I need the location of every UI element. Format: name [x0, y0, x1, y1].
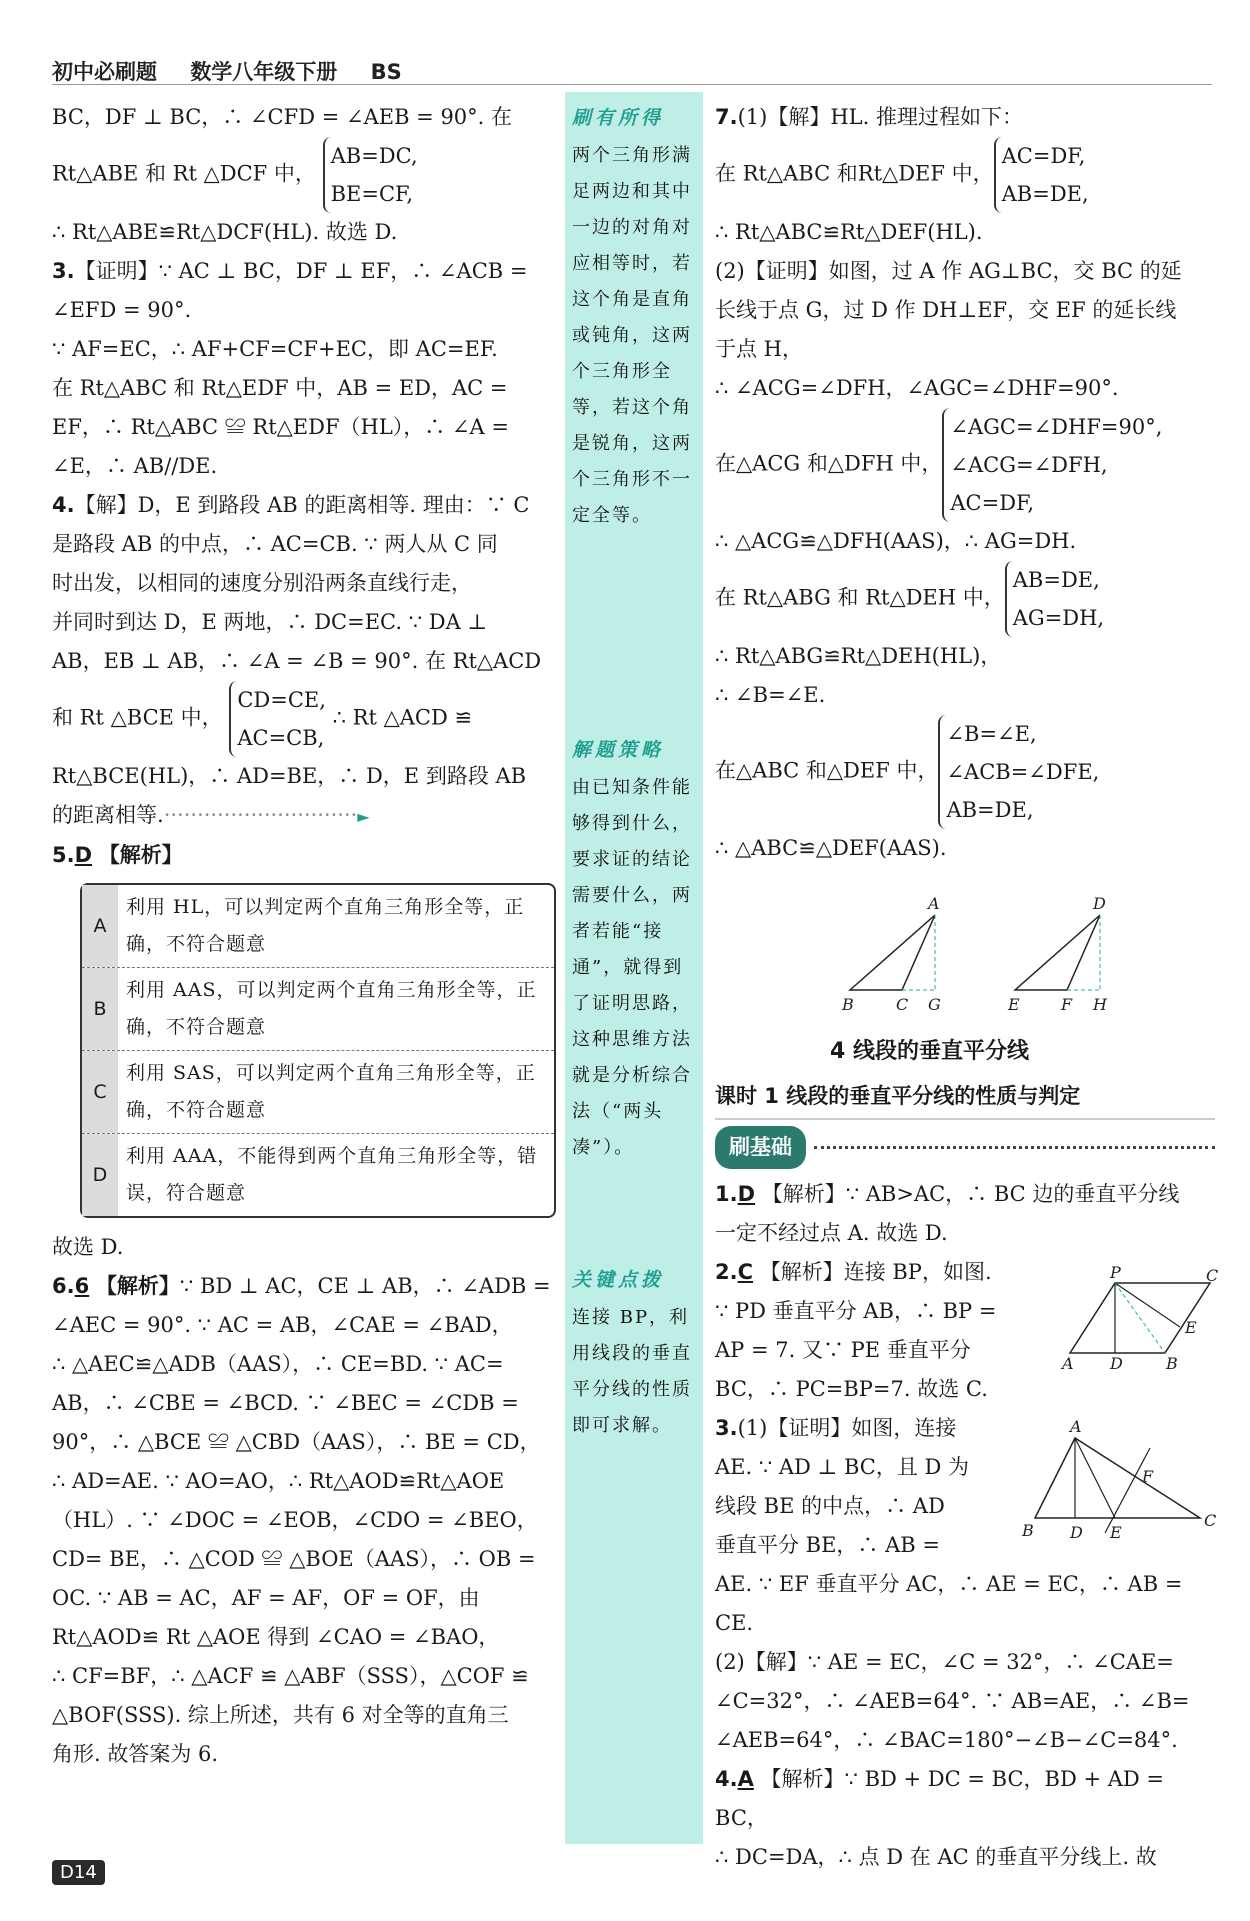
- page-number: D14: [52, 1860, 105, 1885]
- text-line: BC，DF ⊥ BC，∴ ∠CFD = ∠AEB = 90°. 在: [52, 105, 513, 129]
- label-D: D: [1110, 1354, 1123, 1373]
- text-line: 在△ABC 和△DEF 中，∠B=∠E, ∠ACB=∠DFE, AB=DE,: [715, 715, 1215, 829]
- text-line: （HL）. ∵ ∠DOC = ∠EOB，∠CDO = ∠BEO，: [52, 1508, 538, 1532]
- label-D: D: [1070, 1523, 1083, 1542]
- option-row: D 利用 AAA，不能得到两个直角三角形全等，错误，符合题意: [82, 1134, 554, 1216]
- label-A: A: [1062, 1354, 1074, 1373]
- text-line: 故选 D.: [52, 1235, 124, 1259]
- text-line: ∠AEB=64°，∴ ∠BAC=180°−∠B−∠C=84°.: [715, 1728, 1178, 1752]
- text-line: OC. ∵ AB = AC，AF = AF，OF = OF，由: [52, 1586, 480, 1610]
- text-line: CE.: [715, 1611, 754, 1635]
- label-C: C: [896, 995, 909, 1014]
- question-3: 3.【证明】∵ AC ⊥ BC，DF ⊥ EF，∴ ∠ACB =: [52, 259, 528, 283]
- system-brace: AC=DF, AB=DE,: [994, 137, 1089, 213]
- option-row: C 利用 SAS，可以判定两个直角三角形全等，正确，不符合题意: [82, 1051, 554, 1134]
- question-5: 5.D 【解析】: [52, 843, 183, 867]
- parallelogram-figure: [1060, 1265, 1220, 1375]
- text-line: ∴ ∠B=∠E.: [715, 683, 826, 707]
- options-table: [80, 883, 556, 1218]
- text-line: 时出发，以相同的速度分别沿两条直线行走，: [52, 571, 472, 595]
- label-E: E: [1110, 1523, 1122, 1542]
- text-line: 和 Rt △BCE 中， CD=CE, AC=CB, ∴ Rt △ACD ≌: [52, 681, 557, 757]
- series-title: 初中必刷题: [52, 60, 157, 84]
- text-line: ∴ △ACG≌△DFH(AAS)，∴ AG=DH.: [715, 529, 1077, 553]
- label-P: P: [1110, 1265, 1121, 1282]
- text-line: 垂直平分 BE，∴ AB =: [715, 1533, 940, 1557]
- text-line: 在 Rt△ABC 和 Rt△EDF 中，AB = ED，AC =: [52, 376, 508, 400]
- text-line: 90°，∴ △BCE ≌ △CBD（AAS），∴ BE = CD，: [52, 1430, 541, 1454]
- text-line: ∵ AF=EC，∴ AF+CF=CF+EC，即 AC=EF.: [52, 337, 498, 361]
- text-line: 线段 BE 的中点，∴ AD: [715, 1494, 945, 1518]
- text-line: (2)【解】∵ AE = EC，∠C = 32°，∴ ∠CAE=: [715, 1650, 1174, 1674]
- text-line: ∠AEC = 90°. ∵ AC = AB，∠CAE = ∠BAD，: [52, 1313, 513, 1337]
- text-line: (2)【证明】如图，过 A 作 AG⊥BC，交 BC 的延: [715, 259, 1182, 283]
- system-brace: AB=DE, AG=DH,: [1005, 561, 1104, 637]
- text-line: 在△ACG 和△DFH 中，∠AGC=∠DHF=90°, ∠ACG=∠DFH, AC=DF,: [715, 408, 1215, 522]
- text-line: 在 Rt△ABC 和Rt△DEF 中，AC=DF, AB=DE,: [715, 137, 1215, 213]
- text-line: ∴ △ABC≌△DEF(AAS).: [715, 836, 947, 860]
- basic-q3: 3.(1)【证明】如图，连接: [715, 1416, 957, 1440]
- text-line: △BOF(SSS). 综上所述，共有 6 对全等的直角三: [52, 1703, 509, 1727]
- text-line: CD= BE，∴ △COD ≌ △BOE（AAS），∴ OB =: [52, 1547, 536, 1571]
- question-4: 4.【解】D，E 到路段 AB 的距离相等. 理由：∵ C: [52, 493, 530, 517]
- text-line: BC，∴ PC=BP=7. 故选 C.: [715, 1377, 988, 1401]
- label-B: B: [1022, 1521, 1034, 1540]
- triangle-bisector-figure: [1020, 1418, 1220, 1543]
- question-6: 6.6 【解析】∵ BD ⊥ AC，CE ⊥ AB，∴ ∠ADB =: [52, 1274, 551, 1298]
- label-H: H: [1093, 995, 1107, 1014]
- label-B: B: [1166, 1354, 1178, 1373]
- basic-q2: 2.C 【解析】连接 BP，如图.: [715, 1260, 992, 1284]
- text-line: ∠E，∴ AB//DE.: [52, 454, 218, 478]
- text-line: Rt△ABE 和 Rt △DCF 中， AB=DC, BE=CF,: [52, 137, 557, 213]
- text-line: Rt△AOD≌ Rt △AOE 得到 ∠CAO = ∠BAO，: [52, 1625, 500, 1649]
- header-rule: [52, 84, 1212, 85]
- label-G: G: [928, 995, 941, 1014]
- text-line: AB，∴ ∠CBE = ∠BCD. ∵ ∠BEC = ∠CDB =: [52, 1391, 519, 1415]
- basic-q1: 1.D 【解析】∵ AB>AC，∴ BC 边的垂直平分线: [715, 1182, 1180, 1206]
- basic-practice-bar: 刷基础: [715, 1126, 1215, 1169]
- section-title: 4 线段的垂直平分线: [830, 1039, 1029, 1064]
- text-line: 并同时到达 D，E 两地，∴ DC=EC. ∵ DA ⊥: [52, 610, 488, 634]
- label-E: E: [1185, 1318, 1197, 1337]
- label-F: F: [1061, 995, 1073, 1014]
- basic-q4: 4.A 【解析】∵ BD + DC = BC，BD + AD = BC，: [715, 1767, 1165, 1830]
- text-line: ∠C=32°，∴ ∠AEB=64°. ∵ AB=AE，∴ ∠B=: [715, 1689, 1190, 1713]
- label-E: E: [1008, 995, 1020, 1014]
- text-line: ∴ ∠ACG=∠DFH，∠AGC=∠DHF=90°.: [715, 376, 1119, 400]
- text-line: EF，∴ Rt△ABC ≌ Rt△EDF（HL），∴ ∠A =: [52, 415, 509, 439]
- label-A: A: [928, 895, 940, 913]
- text-line: ∴ Rt△ABC≌Rt△DEF(HL).: [715, 220, 983, 244]
- label-C: C: [1204, 1511, 1217, 1530]
- text-line: Rt△BCE(HL)，∴ AD=BE，∴ D，E 到路段 AB: [52, 764, 527, 788]
- text-line: ∴ Rt△ABE≌Rt△DCF(HL). 故选 D.: [52, 220, 398, 244]
- label-C: C: [1206, 1266, 1219, 1285]
- question-7: 7.(1)【解】HL. 推理过程如下：: [715, 105, 1023, 129]
- note-key-point: 关键点拨 连接 BP，利用线段的垂直平分线的性质即可求解。: [572, 1269, 692, 1436]
- note-strategy: 解题策略 由已知条件能够得到什么，要求证的结论需要什么，两者若能“接通”，就得到了证明思路，这种思维方法就是分析综合法（“两头凑”）。: [572, 739, 692, 1158]
- text-line: 于点 H，: [715, 337, 803, 361]
- system-brace: CD=CE, AC=CB,: [229, 681, 326, 757]
- text-line: ∵ PD 垂直平分 AB，∴ BP =: [715, 1299, 997, 1323]
- text-line: ∴ AD=AE. ∵ AO=AO，∴ Rt△AOD≌Rt△AOE: [52, 1469, 505, 1493]
- text-line: ∠EFD = 90°.: [52, 298, 192, 322]
- system-brace: ∠B=∠E, ∠ACB=∠DFE, AB=DE,: [938, 715, 1099, 829]
- text-line: ∴ CF=BF，∴ △ACF ≌ △ABF（SSS），△COF ≌: [52, 1664, 529, 1688]
- system-brace: ∠AGC=∠DHF=90°, ∠ACG=∠DFH, AC=DF,: [942, 408, 1162, 522]
- text-line: AB，EB ⊥ AB，∴ ∠A = ∠B = 90°. 在 Rt△ACD: [52, 649, 542, 673]
- text-line: ∴ Rt△ABG≌Rt△DEH(HL)，: [715, 644, 1002, 668]
- text-line: AP = 7. 又∵ PE 垂直平分: [715, 1338, 971, 1362]
- system-brace: AB=DC, BE=CF,: [323, 137, 418, 213]
- text-line: 长线于点 G，过 D 作 DH⊥EF，交 EF 的延长线: [715, 298, 1177, 322]
- option-row: B 利用 AAS，可以判定两个直角三角形全等，正确，不符合题意: [82, 968, 554, 1051]
- right-column: [715, 98, 1215, 868]
- label-D: D: [1093, 895, 1106, 913]
- text-line: 角形. 故答案为 6.: [52, 1742, 219, 1766]
- label-A: A: [1070, 1418, 1082, 1436]
- text-line: 一定不经过点 A. 故选 D.: [715, 1221, 948, 1245]
- text-line: 是路段 AB 的中点，∴ AC=CB. ∵ 两人从 C 同: [52, 532, 498, 556]
- text-line: AE. ∵ EF 垂直平分 AC，∴ AE = EC，∴ AB =: [715, 1572, 1183, 1596]
- note-tip: 刷有所得 两个三角形满足两边和其中一边的对角对应相等时，若这个角是直角或钝角，这两个三角形全等，若这个角是锐角，这两个三角形不一定全等。: [572, 107, 692, 526]
- text-line: AE. ∵ AD ⊥ BC，且 D 为: [715, 1455, 970, 1479]
- book-title: 数学八年级下册: [190, 60, 338, 84]
- label-F: F: [1142, 1467, 1154, 1486]
- left-column: [52, 98, 557, 1774]
- text-line: 在 Rt△ABG 和 Rt△DEH 中，AB=DE, AG=DH,: [715, 561, 1215, 637]
- page-header: [52, 56, 428, 86]
- edition-label: BS: [370, 60, 402, 84]
- text-line: ∴ △AEC≌△ADB（AAS），∴ CE=BD. ∵ AC=: [52, 1352, 504, 1376]
- triangles-figure: [840, 895, 1120, 1015]
- lesson-title: 课时 1 线段的垂直平分线的性质与判定: [715, 1074, 1215, 1120]
- option-row: A 利用 HL，可以判定两个直角三角形全等，正确，不符合题意: [82, 885, 554, 968]
- label-B: B: [842, 995, 854, 1014]
- text-line: ∴ DC=DA，∴ 点 D 在 AC 的垂直平分线上. 故: [715, 1845, 1157, 1869]
- text-line: 的距离相等.·····························►: [52, 803, 370, 827]
